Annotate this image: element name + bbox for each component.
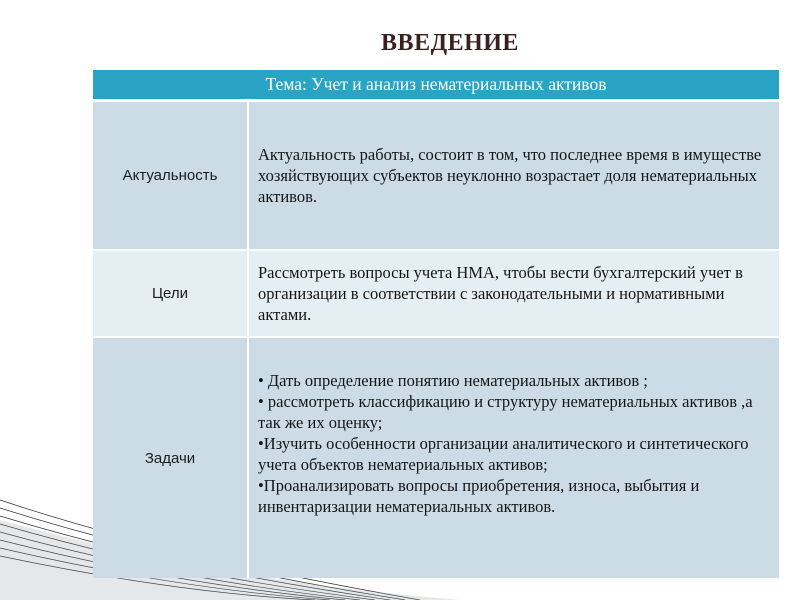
table-row-goals	[93, 249, 779, 336]
task-item: • Дать определение понятию нематериальных активов ;	[258, 371, 648, 390]
task-item: •Изучить особенности организации аналитического и синтетического учета объектов нематериальных активов;	[258, 434, 749, 474]
row-label-tasks: Задачи	[93, 338, 249, 578]
goals-text: Рассмотреть вопросы учета НМА, чтобы вести бухгалтерский учет в организации в соответствии с законодательными и нормативными актами.	[258, 263, 743, 324]
task-item: •Проанализировать вопросы приобретения, износа, выбытия и инвентаризации нематериальных активов.	[258, 476, 700, 516]
row-text-goals	[249, 251, 779, 336]
table-header: Тема: Учет и анализ нематериальных активов	[93, 70, 779, 102]
row-text-relevance	[249, 102, 779, 249]
slide-title: ВВЕДЕНИЕ	[381, 30, 519, 56]
task-item: • рассмотреть классификацию и структуру нематериальных активов ,а так же их оценку;	[258, 392, 753, 432]
row-text-tasks	[249, 338, 779, 578]
relevance-text: Актуальность работы, состоит в том, что последнее время в имуществе хозяйствующих субъектов неуклонно возрастает доля нематериальных активов.	[258, 145, 762, 206]
row-label-goals: Цели	[93, 251, 249, 336]
intro-table	[93, 70, 779, 578]
row-label-relevance: Актуальность	[93, 102, 249, 249]
table-row-tasks	[93, 336, 779, 578]
table-row-relevance	[93, 102, 779, 249]
